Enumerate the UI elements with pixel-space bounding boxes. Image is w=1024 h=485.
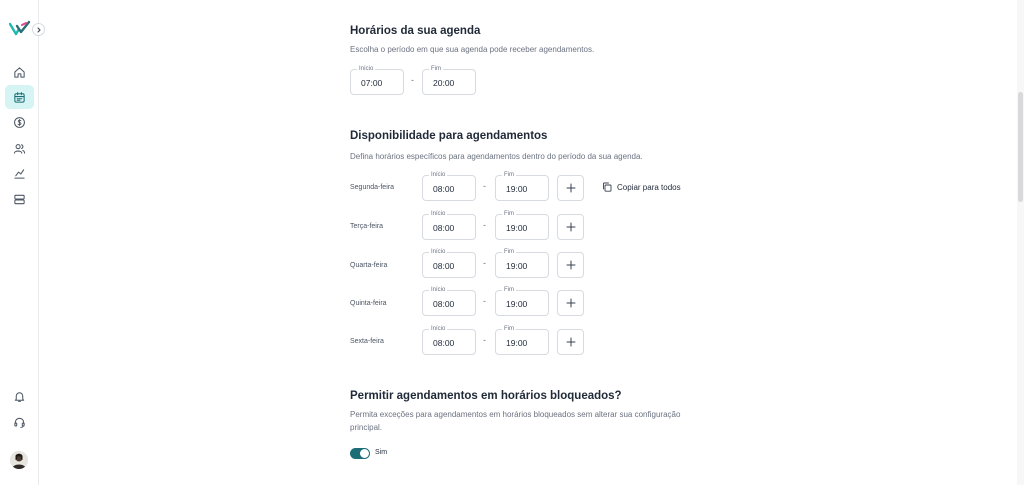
plus-icon [566,260,576,270]
time-separator: - [483,220,486,230]
nav-finance[interactable] [5,110,34,134]
nav-services[interactable] [5,187,34,211]
tuesday-start-value: 08:00 [433,223,455,233]
thursday-end-label: Fim [504,287,514,293]
plus-icon [566,337,576,347]
agenda-end-label: Fim [431,66,441,72]
user-avatar[interactable] [10,451,28,469]
chart-icon [13,167,26,180]
plus-icon [566,222,576,232]
friday-end-field[interactable] [495,326,549,355]
nav-clients[interactable] [5,136,34,160]
thursday-end-value: 19:00 [506,299,528,309]
day-label-friday: Sexta-feira [350,338,384,345]
plus-icon [566,183,576,193]
dollar-coin-icon [13,116,26,129]
monday-end-label: Fim [504,172,514,178]
copy-icon [602,182,612,192]
copy-to-all-label: Copiar para todos [617,182,681,192]
blocked-hours-description-line1: Permita exceções para agendamentos em horários bloqueados sem alterar sua configuração [350,410,681,419]
monday-add-interval-button[interactable] [557,175,584,201]
day-label-monday: Segunda-feira [350,184,394,191]
copy-to-all-button[interactable] [602,182,681,192]
friday-end-label: Fim [504,326,514,332]
time-separator: - [483,181,486,191]
nav-reports[interactable] [5,161,34,185]
thursday-add-interval-button[interactable] [557,290,584,316]
day-label-wednesday: Quarta-feira [350,262,388,269]
friday-start-value: 08:00 [433,338,455,348]
nav-calendar[interactable] [5,85,34,109]
wednesday-start-value: 08:00 [433,261,455,271]
allow-blocked-toggle-label: Sim [375,449,388,456]
time-separator: - [483,335,486,345]
monday-start-label: Início [431,172,446,178]
tuesday-add-interval-button[interactable] [557,214,584,240]
agenda-start-label: Início [359,66,374,72]
wednesday-start-label: Início [431,249,446,255]
thursday-end-field[interactable] [495,287,549,316]
friday-start-field[interactable] [422,326,476,355]
agenda-hours-title: Horários da sua agenda [350,25,481,37]
page-scrollbar[interactable] [1017,0,1024,485]
chevron-right-icon [36,27,42,33]
thursday-start-field[interactable] [422,287,476,316]
day-label-thursday: Quinta-feira [350,300,387,307]
friday-end-value: 19:00 [506,338,528,348]
users-icon [13,142,26,155]
nav-support[interactable] [5,410,34,434]
wednesday-start-field[interactable] [422,249,476,278]
nav-home[interactable] [5,60,34,84]
friday-add-interval-button[interactable] [557,329,584,355]
time-separator: - [411,75,414,85]
time-separator: - [483,296,486,306]
server-icon [13,193,26,206]
agenda-end-field[interactable] [422,66,476,95]
plus-icon [566,298,576,308]
monday-end-field[interactable] [495,172,549,201]
nav-notifications[interactable] [5,384,34,408]
agenda-start-value: 07:00 [361,78,383,88]
wednesday-add-interval-button[interactable] [557,252,584,278]
toggle-knob [360,449,369,458]
tuesday-end-field[interactable] [495,211,549,240]
day-label-tuesday: Terça-feira [350,223,384,230]
sidebar-toggle-button[interactable] [32,23,45,36]
friday-start-label: Início [431,326,446,332]
headset-icon [13,416,26,429]
availability-title: Disponibilidade para agendamentos [350,130,548,142]
allow-blocked-toggle[interactable] [350,448,370,459]
monday-end-value: 19:00 [506,184,528,194]
tuesday-end-value: 19:00 [506,223,528,233]
wednesday-end-label: Fim [504,249,514,255]
time-separator: - [483,258,486,268]
agenda-start-field[interactable] [350,66,404,95]
blocked-hours-title: Permitir agendamentos em horários bloqueados? [350,390,622,402]
monday-start-value: 08:00 [433,184,455,194]
wednesday-end-value: 19:00 [506,261,528,271]
home-icon [13,66,26,79]
wednesday-end-field[interactable] [495,249,549,278]
blocked-hours-description-line2: principal. [350,423,383,432]
monday-start-field[interactable] [422,172,476,201]
tuesday-end-label: Fim [504,211,514,217]
agenda-hours-description: Escolha o período em que sua agenda pode receber agendamentos. [350,45,595,54]
tuesday-start-field[interactable] [422,211,476,240]
app-logo[interactable] [9,20,31,36]
thursday-start-value: 08:00 [433,299,455,309]
agenda-end-value: 20:00 [433,78,455,88]
thursday-start-label: Início [431,287,446,293]
sidebar [0,0,39,485]
calendar-icon [13,91,26,104]
bell-icon [13,390,26,403]
tuesday-start-label: Início [431,211,446,217]
availability-description: Defina horários específicos para agendamentos dentro do período da sua agenda. [350,152,643,161]
page-scrollbar-thumb[interactable] [1018,92,1023,202]
